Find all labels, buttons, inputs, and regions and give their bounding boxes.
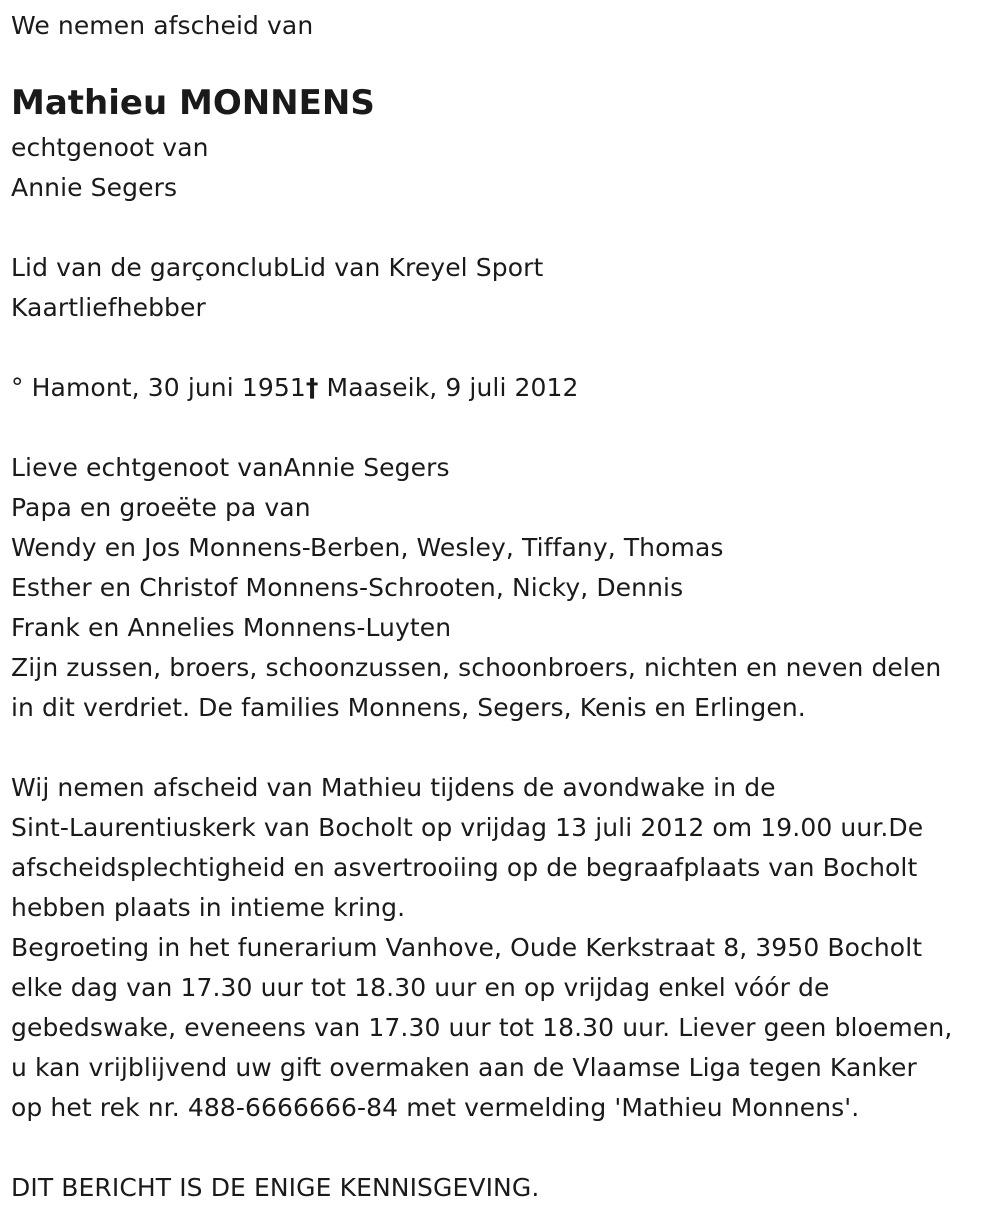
- spacer: [11, 328, 1000, 368]
- family-line: Lieve echtgenoot vanAnnie Segers: [11, 453, 450, 482]
- arrangement-line: Begroeting in het funerarium Vanhove, Oude Kerkstraat 8, 3950 Bocholt: [11, 933, 923, 962]
- arrangement-line: gebedswake, eveneens van 17.30 uur tot 18.30 uur. Liever geen bloemen,: [11, 1013, 953, 1042]
- arrangement-line: hebben plaats in intieme kring.: [11, 893, 406, 922]
- spacer: [11, 208, 1000, 248]
- family-line: Wendy en Jos Monnens-Berben, Wesley, Tiffany, Thomas: [11, 533, 724, 562]
- spacer: [11, 1128, 1000, 1168]
- intro-text: We nemen afscheid van: [11, 11, 314, 40]
- arrangement-line: op het rek nr. 488-6666666-84 met vermelding 'Mathieu Monnens'.: [11, 1093, 860, 1122]
- arrangement-line: u kan vrijblijvend uw gift overmaken aan de Vlaamse Liga tegen Kanker: [11, 1053, 917, 1082]
- family-line: Esther en Christof Monnens-Schrooten, Nicky, Dennis: [11, 573, 684, 602]
- family-line: Frank en Annelies Monnens-Luyten: [11, 613, 452, 642]
- deceased-name: Mathieu MONNENS: [11, 83, 375, 123]
- birth-info: ° Hamont, 30 juni 1951: [11, 373, 306, 402]
- arrangement-line: Wij nemen afscheid van Mathieu tijdens de avondwake in de: [11, 773, 776, 802]
- spacer: [11, 408, 1000, 448]
- arrangement-line: elke dag van 17.30 uur tot 18.30 uur en op vrijdag enkel vóór de: [11, 973, 830, 1002]
- spouse-name: Annie Segers: [11, 173, 178, 202]
- closing-notice: DIT BERICHT IS DE ENIGE KENNISGEVING.: [11, 1173, 540, 1202]
- family-line: in dit verdriet. De families Monnens, Segers, Kenis en Erlingen.: [11, 693, 806, 722]
- family-line: Papa en groeëte pa van: [11, 493, 311, 522]
- cross-icon: †: [305, 373, 319, 402]
- arrangement-line: Sint-Laurentiuskerk van Bocholt op vrijdag 13 juli 2012 om 19.00 uur.De: [11, 813, 924, 842]
- spouse-label: echtgenoot van: [11, 133, 209, 162]
- spacer: [11, 728, 1000, 768]
- membership-line: Lid van de garçonclubLid van Kreyel Sport: [11, 253, 544, 282]
- family-line: Zijn zussen, broers, schoonzussen, schoonbroers, nichten en neven delen: [11, 653, 942, 682]
- arrangement-line: afscheidsplechtigheid en asvertrooiing op de begraafplaats van Bocholt: [11, 853, 918, 882]
- membership-line: Kaartliefhebber: [11, 293, 206, 322]
- death-info: Maaseik, 9 juli 2012: [318, 373, 579, 402]
- life-dates: [11, 368, 1000, 408]
